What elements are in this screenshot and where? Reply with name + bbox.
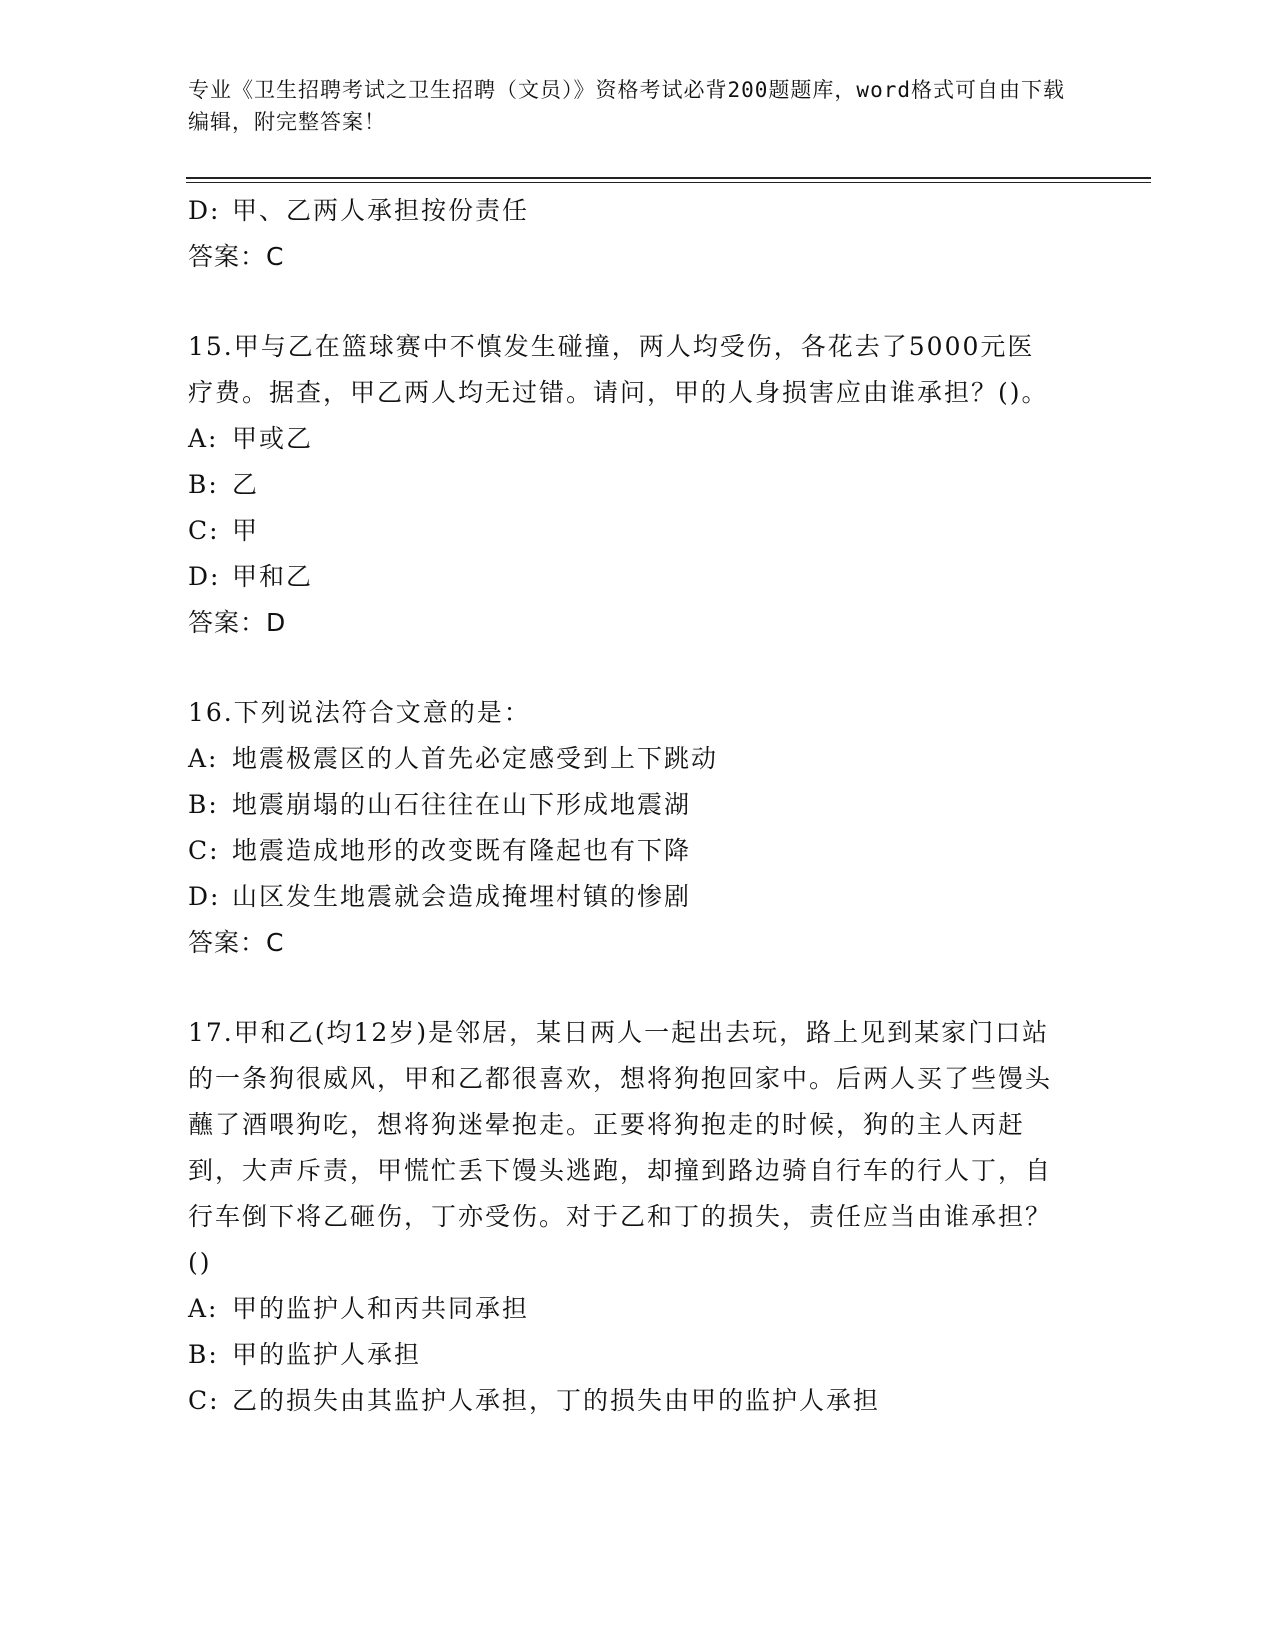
option-line	[188, 554, 1068, 600]
header-divider-thin	[186, 182, 1151, 183]
option-label: B:	[188, 470, 219, 499]
option-label: A:	[188, 424, 219, 453]
option-label: A:	[188, 1294, 219, 1323]
option-text: 地震极震区的人首先必定感受到上下跳动	[232, 744, 719, 773]
option-line	[188, 782, 1068, 828]
option-line	[188, 508, 1068, 554]
question-text: 17.甲和乙(均12岁)是邻居，某日两人一起出去玩，路上见到某家门口站的一条狗很威风，甲和乙都很喜欢，想将狗抱回家中。后两人买了些馒头蘸了酒喂狗吃，想将狗迷晕抱走。正要将狗抱走的时候，狗的主人丙赶到，大声斥责，甲慌忙丢下馒头逃跑，却撞到路边骑自行车的行人丁，自行车倒下将乙砸伤，丁亦受伤。对于乙和丁的损失，责任应当由谁承担？()	[188, 1018, 1053, 1277]
question-content	[188, 188, 1068, 1424]
spacer	[188, 646, 1068, 690]
option-label: C:	[188, 516, 220, 545]
option-line	[188, 736, 1068, 782]
option-text: 甲的监护人承担	[232, 1340, 422, 1369]
option-text: 甲	[232, 516, 260, 545]
option-text: 乙	[232, 470, 260, 499]
option-label: C:	[188, 836, 220, 865]
option-text: 地震造成地形的改变既有隆起也有下降	[232, 836, 692, 865]
answer-line: 答案：C	[188, 928, 285, 957]
option-label: B:	[188, 790, 219, 819]
spacer	[188, 280, 1068, 324]
question-text: 15.甲与乙在篮球赛中不慎发生碰撞，两人均受伤，各花去了5000元医疗费。据查，甲乙两人均无过错。请问，甲的人身损害应由谁承担？()。	[188, 332, 1049, 407]
answer-line: 答案：C	[188, 242, 285, 271]
answer-line: 答案：D	[188, 608, 287, 637]
page-header: 专业《卫生招聘考试之卫生招聘（文员）》资格考试必背200题题库，word格式可自由下载编辑，附完整答案！	[188, 78, 1065, 134]
spacer	[188, 966, 1068, 1010]
option-label: A:	[188, 744, 219, 773]
header-divider-thick	[186, 177, 1151, 179]
option-line	[188, 462, 1068, 508]
option-line	[188, 416, 1068, 462]
option-line	[188, 1378, 1068, 1424]
option-line	[188, 1286, 1068, 1332]
option-text: 甲、乙两人承担按份责任	[232, 196, 530, 225]
option-line	[188, 188, 1068, 234]
option-text: 甲或乙	[232, 424, 314, 453]
option-label: D:	[188, 196, 221, 225]
option-line	[188, 874, 1068, 920]
option-text: 甲的监护人和丙共同承担	[232, 1294, 530, 1323]
question-text: 16.下列说法符合文意的是：	[188, 698, 531, 727]
option-label: B:	[188, 1340, 219, 1369]
option-label: D:	[188, 562, 221, 591]
option-line	[188, 828, 1068, 874]
option-label: D:	[188, 882, 221, 911]
option-line	[188, 1332, 1068, 1378]
option-text: 地震崩塌的山石往往在山下形成地震湖	[232, 790, 692, 819]
option-text: 甲和乙	[232, 562, 314, 591]
option-text: 乙的损失由其监护人承担，丁的损失由甲的监护人承担	[232, 1386, 881, 1415]
option-text: 山区发生地震就会造成掩埋村镇的惨剧	[232, 882, 692, 911]
option-label: C:	[188, 1386, 220, 1415]
